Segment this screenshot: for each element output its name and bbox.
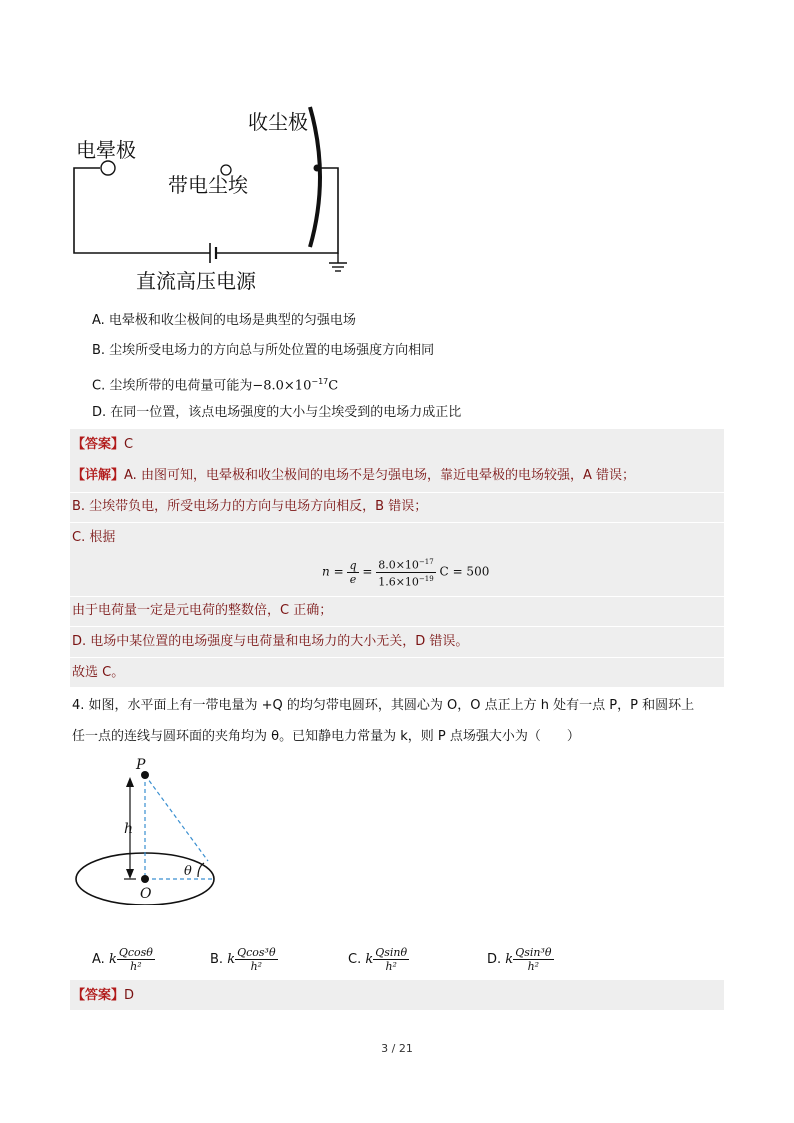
label-o: O [140,886,152,902]
q4-option-c-k: k [365,952,374,967]
detail-text-1: A. 由图可知，电晕极和收尘极间的电场不是匀强电场，靠近电晕极的电场较强，A 错误； [124,468,635,483]
formula-e: e [349,572,357,586]
charge-formula [322,556,489,588]
q4-answer-value: D [124,988,135,1003]
denominator-exponent: −19 [418,574,434,583]
formula-n: n [322,564,330,579]
question-4-line-2: 任一点的连线与圆环面的夹角均为 θ。已知静电力常量为 k，则 P 点场强大小为（ ） [72,729,580,744]
q4-answer-line [72,986,134,1006]
corona-label: 电晕极 [76,138,136,162]
q4-option-c-numerator: Qsinθ [375,946,408,959]
formula-result: = 500 [452,564,490,579]
answer-tag: 【答案】 [72,437,125,452]
shade-divider [70,657,724,658]
option-c-unit: C [328,378,339,394]
option-c-text: C. 尘埃所带的电荷量可能为 [92,378,253,394]
q4-answer-block [70,980,724,1010]
collector-plate [310,107,320,247]
option-c-exponent: −17 [311,377,329,386]
detail-line-4: 由于电荷量一定是元电荷的整数倍，C 正确； [72,603,333,618]
q4-option-c-fraction [373,946,409,973]
q4-option-c [348,946,409,973]
detail-line-2: B. 尘埃带负电，所受电场力的方向与电场方向相反，B 错误； [72,499,428,514]
q4-option-a-denominator: h² [130,960,142,973]
q4-option-b-letter: B. [210,952,224,967]
q4-option-d-letter: D. [487,952,502,967]
option-a: A. 电晕极和收尘极间的电场是典型的匀强电场 [92,313,356,328]
denominator-mantissa: 1.6×10 [378,575,419,589]
q4-option-a-fraction [117,946,155,973]
option-b: B. 尘埃所受电场力的方向总与所处位置的电场强度方向相同 [92,343,435,358]
q4-option-d-numerator: Qsin³θ [515,946,552,959]
formula-denominator [376,573,436,589]
q4-option-b-fraction [235,946,277,973]
formula-numerator [376,556,436,573]
q4-option-b-k: k [227,952,236,967]
formula-q-over-e [347,559,358,586]
precipitator-diagram [60,95,380,300]
numerator-exponent: −17 [418,558,434,566]
q4-option-a [92,946,155,973]
q4-option-b-numerator: Qcos³θ [237,946,276,959]
q4-option-c-letter: C. [348,952,362,967]
formula-unit: C [439,564,449,579]
answer-value: C [124,437,134,452]
question-4-line-1: 4. 如图，水平面上有一带电量为 +Q 的均匀带电圆环，其圆心为 O，O 点正上方 h 处有一点 P，P 和圆环上 [72,698,695,713]
detail-line-3: C. 根据 [72,530,116,545]
formula-eq-2: = [362,564,373,579]
detail-line-6: 故选 C。 [72,665,125,680]
page-number: 3 / 21 [381,1042,413,1055]
option-c-value: −8.0×10 [252,378,312,394]
shade-divider [70,522,724,523]
collector-contact-dot [314,165,321,172]
option-d: D. 在同一位置，该点电场强度的大小与尘埃受到的电场力成正比 [92,405,462,420]
q4-option-a-numerator: Qcosθ [118,946,153,959]
power-source-label: 直流高压电源 [136,269,256,293]
h-arrow-head-top [126,777,134,787]
collector-label: 收尘极 [248,110,308,134]
h-arrow-head-bottom [126,869,134,879]
slant-line [145,775,208,861]
q4-option-a-k: k [108,952,117,967]
q4-option-b [210,946,278,973]
label-theta: θ [184,864,192,879]
formula-q: q [349,558,357,572]
detail-line-5: D. 电场中某位置的电场强度与电荷量和电场力的大小无关，D 错误。 [72,634,469,649]
formula-fraction [376,556,436,588]
option-c [92,372,338,396]
q4-option-d-fraction [513,946,553,973]
answer-line [72,435,133,455]
q4-option-d [487,946,554,973]
detail-line-1 [72,466,635,486]
shade-divider [70,626,724,627]
formula-eq: = [333,564,344,579]
q4-option-a-letter: A. [92,952,105,967]
charged-ring-diagram [70,755,230,905]
q4-option-b-denominator: h² [250,960,263,973]
label-h: h [124,821,134,837]
q4-option-d-k: k [505,952,514,967]
q4-answer-tag: 【答案】 [72,988,125,1003]
dust-label: 带电尘埃 [168,173,248,197]
detail-tag: 【详解】 [72,468,125,483]
q4-option-d-denominator: h² [527,960,540,973]
label-p: P [136,757,146,773]
point-o [141,875,149,883]
shade-divider [70,596,724,597]
numerator-mantissa: 8.0×10 [378,558,419,572]
corona-electrode [101,161,115,175]
shade-divider [70,492,724,493]
q4-option-c-denominator: h² [385,960,397,973]
